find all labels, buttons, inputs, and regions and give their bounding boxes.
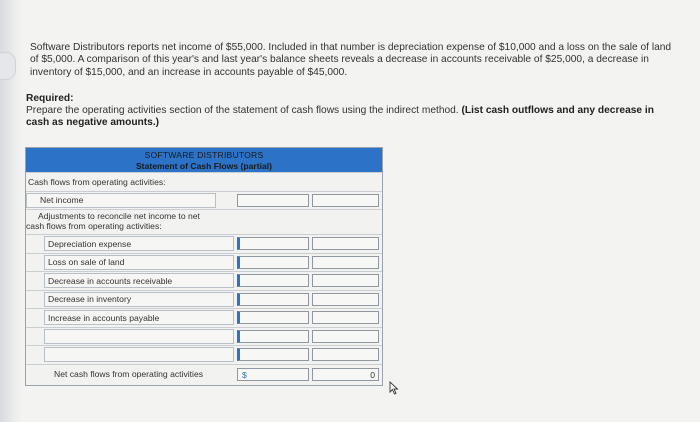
blank-amount-input[interactable] bbox=[237, 330, 309, 343]
adjustments-label: Adjustments to reconcile net income to net cash flows from operating activities: bbox=[26, 211, 200, 231]
table-row bbox=[26, 271, 382, 290]
inventory-amount-input[interactable] bbox=[237, 293, 309, 306]
loss-on-land-total-input[interactable] bbox=[312, 256, 379, 269]
payable-amount-input[interactable] bbox=[237, 311, 309, 324]
depreciation-total-input[interactable] bbox=[312, 237, 379, 250]
table-row bbox=[26, 327, 382, 346]
table-header bbox=[26, 148, 382, 172]
total-currency: $ bbox=[242, 369, 247, 380]
total-label: Net cash flows from operating activities bbox=[54, 369, 204, 379]
loss-on-land-amount-input[interactable] bbox=[237, 256, 309, 269]
statement-title: Statement of Cash Flows (partial) bbox=[135, 160, 273, 171]
payable-label[interactable]: Increase in accounts payable bbox=[44, 310, 234, 325]
depreciation-amount-input[interactable] bbox=[237, 237, 309, 250]
required-section bbox=[26, 93, 676, 129]
payable-total-input[interactable] bbox=[312, 311, 379, 324]
receivable-amount-input[interactable] bbox=[237, 274, 309, 287]
net-income-total-input[interactable] bbox=[312, 194, 379, 207]
receivable-total-input[interactable] bbox=[312, 274, 379, 287]
loss-on-land-label[interactable]: Loss on sale of land bbox=[44, 255, 234, 270]
blank-total-input-2[interactable] bbox=[312, 348, 379, 361]
table-row-total bbox=[26, 364, 382, 385]
blank-amount-input-2[interactable] bbox=[237, 348, 309, 361]
table-row bbox=[26, 290, 382, 309]
window-tab bbox=[0, 52, 16, 80]
cash-flow-table bbox=[25, 147, 383, 386]
required-instruction: Prepare the operating activities section of the statement of cash flows using the indirect method. bbox=[26, 105, 462, 116]
inventory-total-input[interactable] bbox=[312, 293, 379, 306]
table-row bbox=[26, 345, 382, 364]
table-row bbox=[26, 253, 382, 272]
receivable-label[interactable]: Decrease in accounts receivable bbox=[44, 273, 234, 288]
total-amount-cell bbox=[237, 368, 309, 381]
total-value: 0 bbox=[370, 369, 375, 380]
mouse-pointer-icon bbox=[389, 381, 399, 395]
row-label: Cash flows from operating activities: bbox=[28, 176, 166, 187]
table-row bbox=[26, 191, 382, 210]
total-value-cell bbox=[312, 368, 379, 381]
net-income-amount-input[interactable] bbox=[237, 194, 309, 207]
net-income-label[interactable]: Net income bbox=[26, 193, 216, 208]
problem-statement: Software Distributors reports net income of $55,000. Included in that number is depreciation expense of $10,000 and a loss on the sale of land of $5,000. A comparison of this year's and last year's balance sheets reveals a decrease in accounts receivable of $25,000, a decrease in inventory of $15,000, and an increase in accounts payable of $45,000. bbox=[30, 42, 672, 78]
company-name: SOFTWARE DISTRIBUTORS bbox=[144, 150, 264, 160]
blank-total-input[interactable] bbox=[312, 330, 379, 343]
table-row bbox=[26, 172, 382, 191]
required-title: Required: bbox=[26, 93, 74, 104]
blank-label-input-2[interactable] bbox=[44, 347, 234, 362]
depreciation-label[interactable]: Depreciation expense bbox=[44, 236, 234, 251]
table-row bbox=[26, 234, 382, 253]
blank-label-input[interactable] bbox=[44, 329, 234, 344]
required-note: (List cash outflows and any decrease in cash as negative amounts.) bbox=[26, 105, 654, 128]
table-row bbox=[26, 209, 382, 234]
table-row bbox=[26, 308, 382, 327]
inventory-label[interactable]: Decrease in inventory bbox=[44, 292, 234, 307]
